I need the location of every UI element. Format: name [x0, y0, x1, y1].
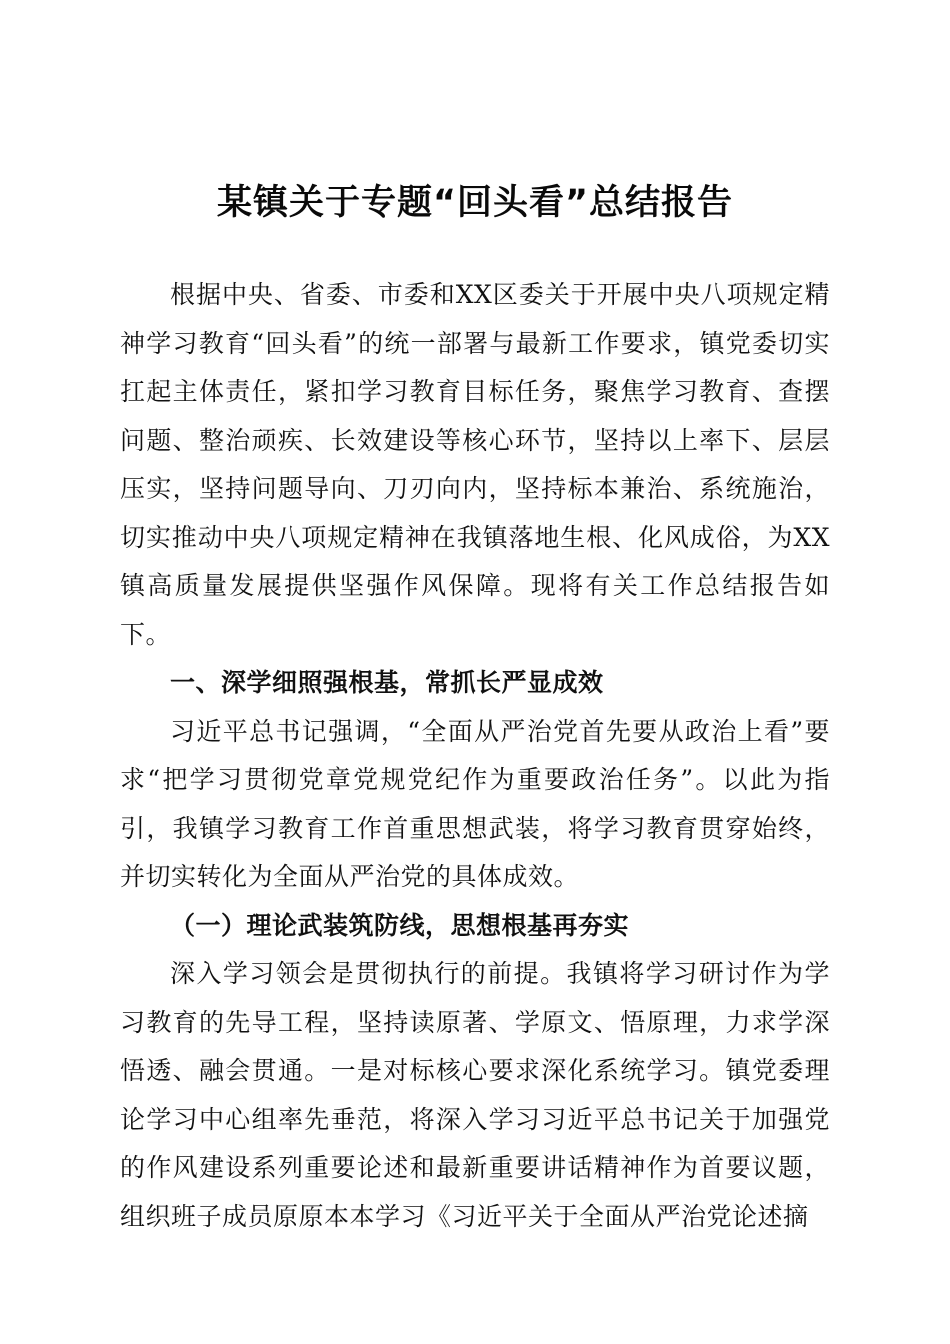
section-heading-1: 一、深学细照强根基，常抓长严显成效: [170, 668, 604, 697]
document-title: 某镇关于专题“回头看”总结报告: [216, 183, 733, 223]
subsection-1-paragraph: 深入学习领会是贯彻执行的前提。我镇将学习研讨作为学习教育的先导工程，坚持读原著、学原文、悟原理，力求学深悟透、融会贯通。一是对标核心要求深化系统学习。镇党委理论学习中心组率先垂范，将深入学习习近平总书记关于加强党的作风建设系列重要论述和最新重要讲话精神作为首要议题，组织班子成员原原本本学习《习近平关于全面从严治党论述摘: [120, 959, 830, 1231]
subsection-heading-1: （一）理论武装筑防线，思想根基再夯实: [170, 910, 630, 940]
document-body: [120, 271, 830, 1241]
section-1-paragraph: 习近平总书记强调，“全面从严治党首先要从政治上看”要求“把学习贯彻党章党规党纪作为重要政治任务”。以此为指引，我镇学习教育工作首重思想武装，将学习教育贯穿始终，并切实转化为全面从严治党的具体成效。: [120, 716, 830, 891]
intro-paragraph: 根据中央、省委、市委和XX区委关于开展中央八项规定精神学习教育“回头看”的统一部署与最新工作要求，镇党委切实扛起主体责任，紧扣学习教育目标任务，聚焦学习教育、查摆问题、整治顽疾、长效建设等核心环节，坚持以上率下、层层压实，坚持问题导向、刀刃向内，坚持标本兼治、系统施治，切实推动中央八项规定精神在我镇落地生根、化风成俗，为XX镇高质量发展提供坚强作风保障。现将有关工作总结报告如下。: [120, 280, 830, 649]
